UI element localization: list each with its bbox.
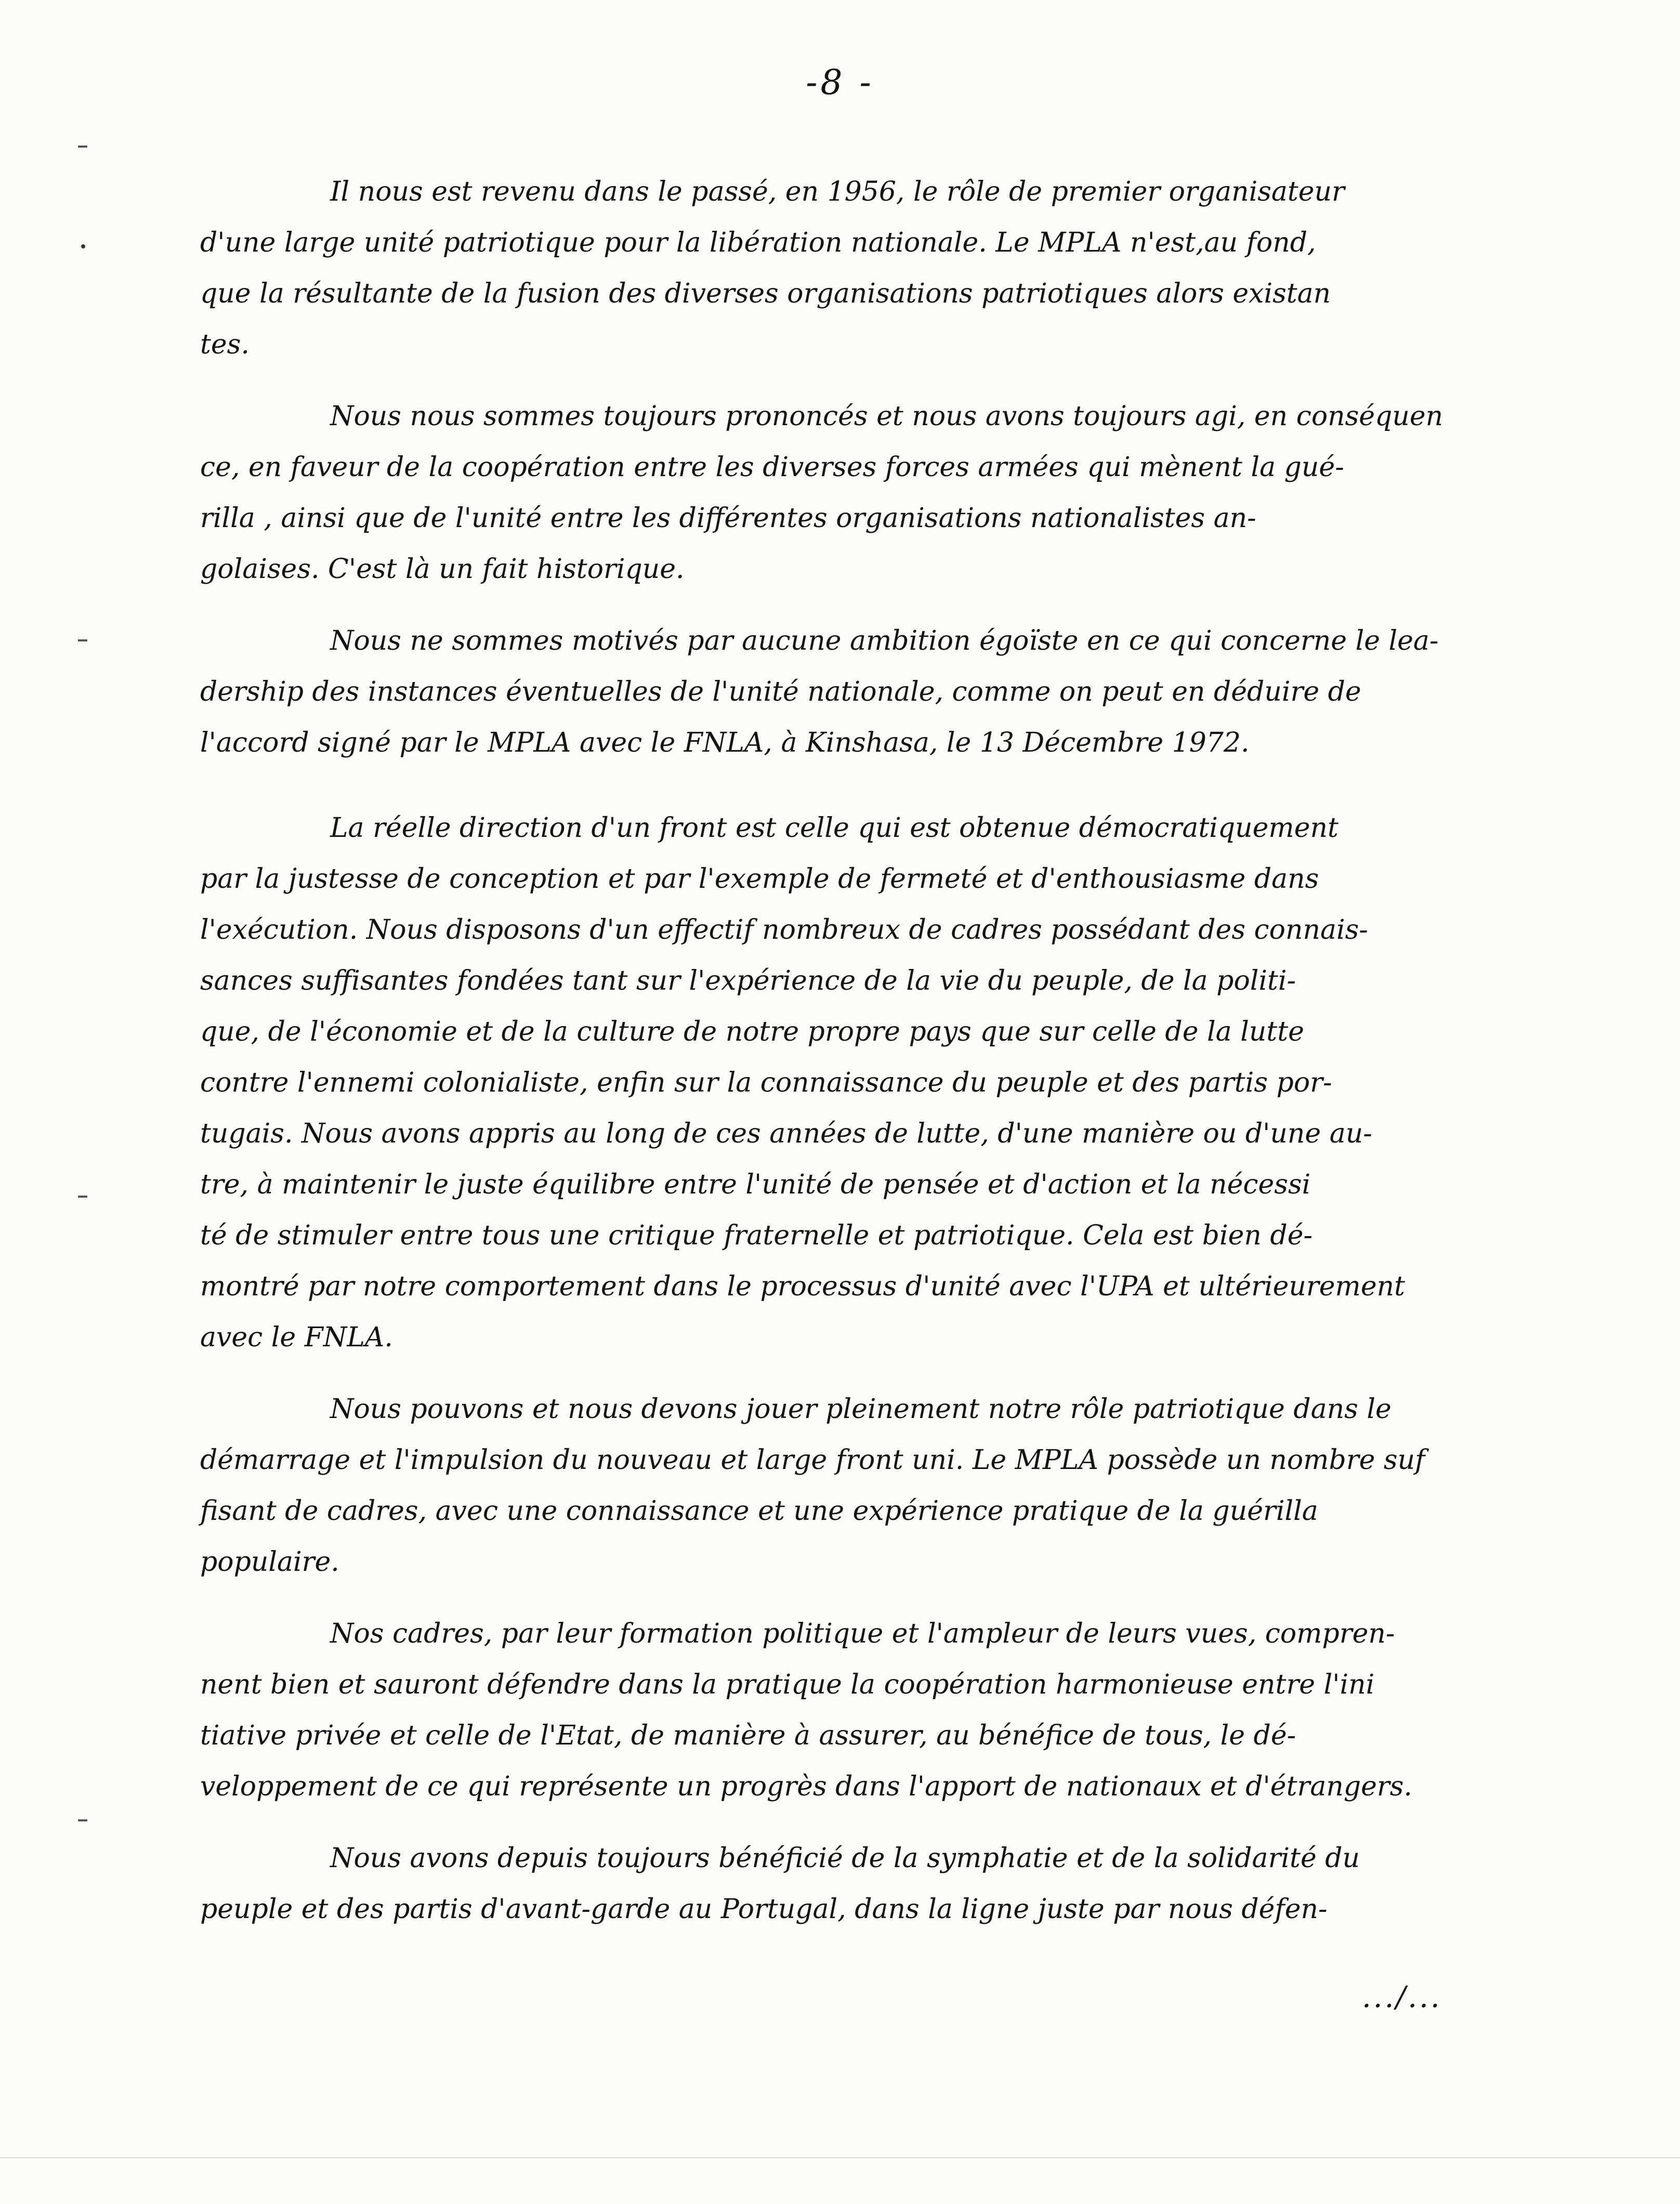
text-line: fisant de cadres, avec une connaissance et une expérience pratique de la guérilla [200, 1495, 1318, 1527]
text-line: montré par notre comportement dans le processus d'unité avec l'UPA et ultérieurement [200, 1271, 1405, 1302]
text-line: tugais. Nous avons appris au long de ces années de lutte, d'une manière ou d'une au- [200, 1118, 1372, 1149]
text-line: que, de l'économie et de la culture de notre propre pays que sur celle de la lutte [200, 1016, 1304, 1047]
text-line: d'une large unité patriotique pour la libération nationale. Le MPLA n'est,au fond, [200, 227, 1316, 258]
text-line: Nous avons depuis toujours bénéficié de la symphatie et de la solidarité du [330, 1843, 1360, 1874]
text-line: tre, à maintenir le juste équilibre entre l'unité de pensée et d'action et la nécessi [200, 1169, 1311, 1200]
text-line: contre l'ennemi colonialiste, enfin sur la connaissance du peuple et des partis por- [200, 1067, 1332, 1098]
paragraph-gap [200, 1812, 1604, 1833]
text-line: ce, en faveur de la coopération entre les diverses forces armées qui mènent la gué- [200, 452, 1344, 483]
margin-mark [78, 146, 87, 148]
text-line: veloppement de ce qui représente un progrès dans l'apport de nationaux et d'étrangers. [200, 1771, 1412, 1802]
text-line: Nous ne sommes motivés par aucune ambition égoïste en ce qui concerne le lea- [330, 625, 1439, 657]
text-line: Il nous est revenu dans le passé, en 1956, le rôle de premier organisateur [330, 176, 1345, 207]
margin-mark [78, 1819, 87, 1821]
paragraph-5 [200, 1384, 1604, 1588]
paragraph-6 [200, 1608, 1604, 1812]
text-line: populaire. [200, 1546, 339, 1578]
paragraph-4 [200, 803, 1604, 1363]
text-line: golaises. C'est là un fait historique. [200, 554, 685, 585]
text-line: Nous nous sommes toujours prononcés et nous avons toujours agi, en conséquen [330, 401, 1443, 432]
margin-mark [78, 639, 87, 641]
paragraph-1 [200, 166, 1604, 370]
text-line: sances suffisantes fondées tant sur l'expérience de la vie du peuple, de la politi- [200, 965, 1296, 996]
scan-edge-line [0, 2157, 1680, 2158]
paragraph-gap [200, 370, 1604, 391]
continuation-mark: .../... [1362, 1980, 1442, 2014]
text-line: tes. [200, 329, 250, 360]
text-line: par la justesse de conception et par l'exemple de fermeté et d'enthousiasme dans [200, 863, 1319, 895]
text-line: Nous pouvons et nous devons jouer pleinement notre rôle patriotique dans le [330, 1394, 1392, 1425]
text-line: nent bien et sauront défendre dans la pratique la coopération harmonieuse entre l'ini [200, 1669, 1375, 1700]
text-line: rilla , ainsi que de l'unité entre les différentes organisations nationalistes an- [200, 503, 1256, 534]
paragraph-7 [200, 1833, 1604, 1935]
text-line: La réelle direction d'un front est celle qui est obtenue démocratiquement [330, 812, 1338, 844]
text-line: avec le FNLA. [200, 1322, 393, 1353]
text-line: que la résultante de la fusion des diverses organisations patriotiques alors existan [200, 278, 1331, 309]
text-line: tiative privée et celle de l'Etat, de manière à assurer, au bénéfice de tous, le dé- [200, 1720, 1296, 1751]
paragraph-3 [200, 615, 1604, 768]
text-line: l'exécution. Nous disposons d'un effectif nombreux de cadres possédant des connais- [200, 914, 1368, 946]
paragraph-2 [200, 391, 1604, 595]
paragraph-gap [200, 1588, 1604, 1608]
paragraph-gap [200, 1363, 1604, 1384]
margin-dot [81, 244, 85, 248]
margin-mark [78, 1196, 87, 1198]
paragraph-gap [200, 595, 1604, 615]
text-line: té de stimuler entre tous une critique fraternelle et patriotique. Cela est bien dé- [200, 1220, 1313, 1251]
text-line: peuple et des partis d'avant-garde au Portugal, dans la ligne juste par nous défen- [200, 1894, 1328, 1925]
page-number: -8 - [806, 62, 874, 102]
text-line: Nos cadres, par leur formation politique et l'ampleur de leurs vues, compren- [330, 1618, 1395, 1649]
text-line: démarrage et l'impulsion du nouveau et large front uni. Le MPLA possède un nombre suf [200, 1445, 1425, 1476]
text-line: l'accord signé par le MPLA avec le FNLA, à Kinshasa, le 13 Décembre 1972. [200, 727, 1250, 758]
document-body [200, 166, 1604, 1935]
paragraph-gap [200, 768, 1604, 803]
text-line: dership des instances éventuelles de l'unité nationale, comme on peut en déduire de [200, 676, 1361, 707]
